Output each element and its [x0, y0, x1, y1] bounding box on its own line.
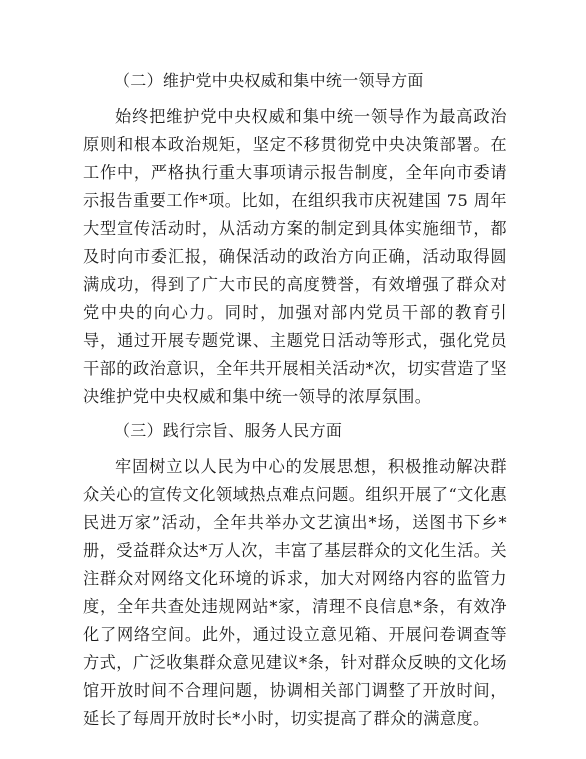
- section-paragraph-2: 始终把维护党中央权威和集中统一领导作为最高政治原则和根本政治规矩，坚定不移贯彻党中央决策部署。在工作中，严格执行重大事项请示报告制度，全年向市委请示报告重要工作*项。比如，在组织我市庆祝建国 75 周年大型宣传活动时，从活动方案的制定到具体实施细节，都及时向市委汇报，确保活动的政治方向正确，活动取得圆满成功，得到了广大市民的高度赞誉，有效增强了群众对党中央的向心力。同时，加强对部内党员干部的教育引导，通过开展专题党课、主题党日活动等形式，强化党员干部的政治意识，全年共开展相关活动*次，切实营造了坚决维护党中央权威和集中统一领导的浓厚氛围。: [83, 107, 507, 406]
- section-heading-3: （三）践行宗旨、服务人民方面: [114, 421, 343, 440]
- section-paragraph-3: 牢固树立以人民为中心的发展思想，积极推动解决群众关心的宣传文化领域热点难点问题。组织开展了“文化惠民进万家”活动，全年共举办文艺演出*场，送图书下乡*册，受益群众达*万人次，丰富了基层群众的文化生活。关注群众对网络文化环境的诉求，加大对网络内容的监管力度，全年共查处违规网站*家，清理不良信息*条，有效净化了网络空间。此外，通过设立意见箱、开展问卷调查等方式，广泛收集群众意见建议*条，针对群众反映的文化场馆开放时间不合理问题，协调相关部门调整了开放时间，延长了每周开放时长*小时，切实提高了群众的满意度。: [83, 457, 507, 728]
- document-body: [83, 69, 507, 741]
- section-heading-2: （二）维护党中央权威和集中统一领导方面: [114, 71, 424, 90]
